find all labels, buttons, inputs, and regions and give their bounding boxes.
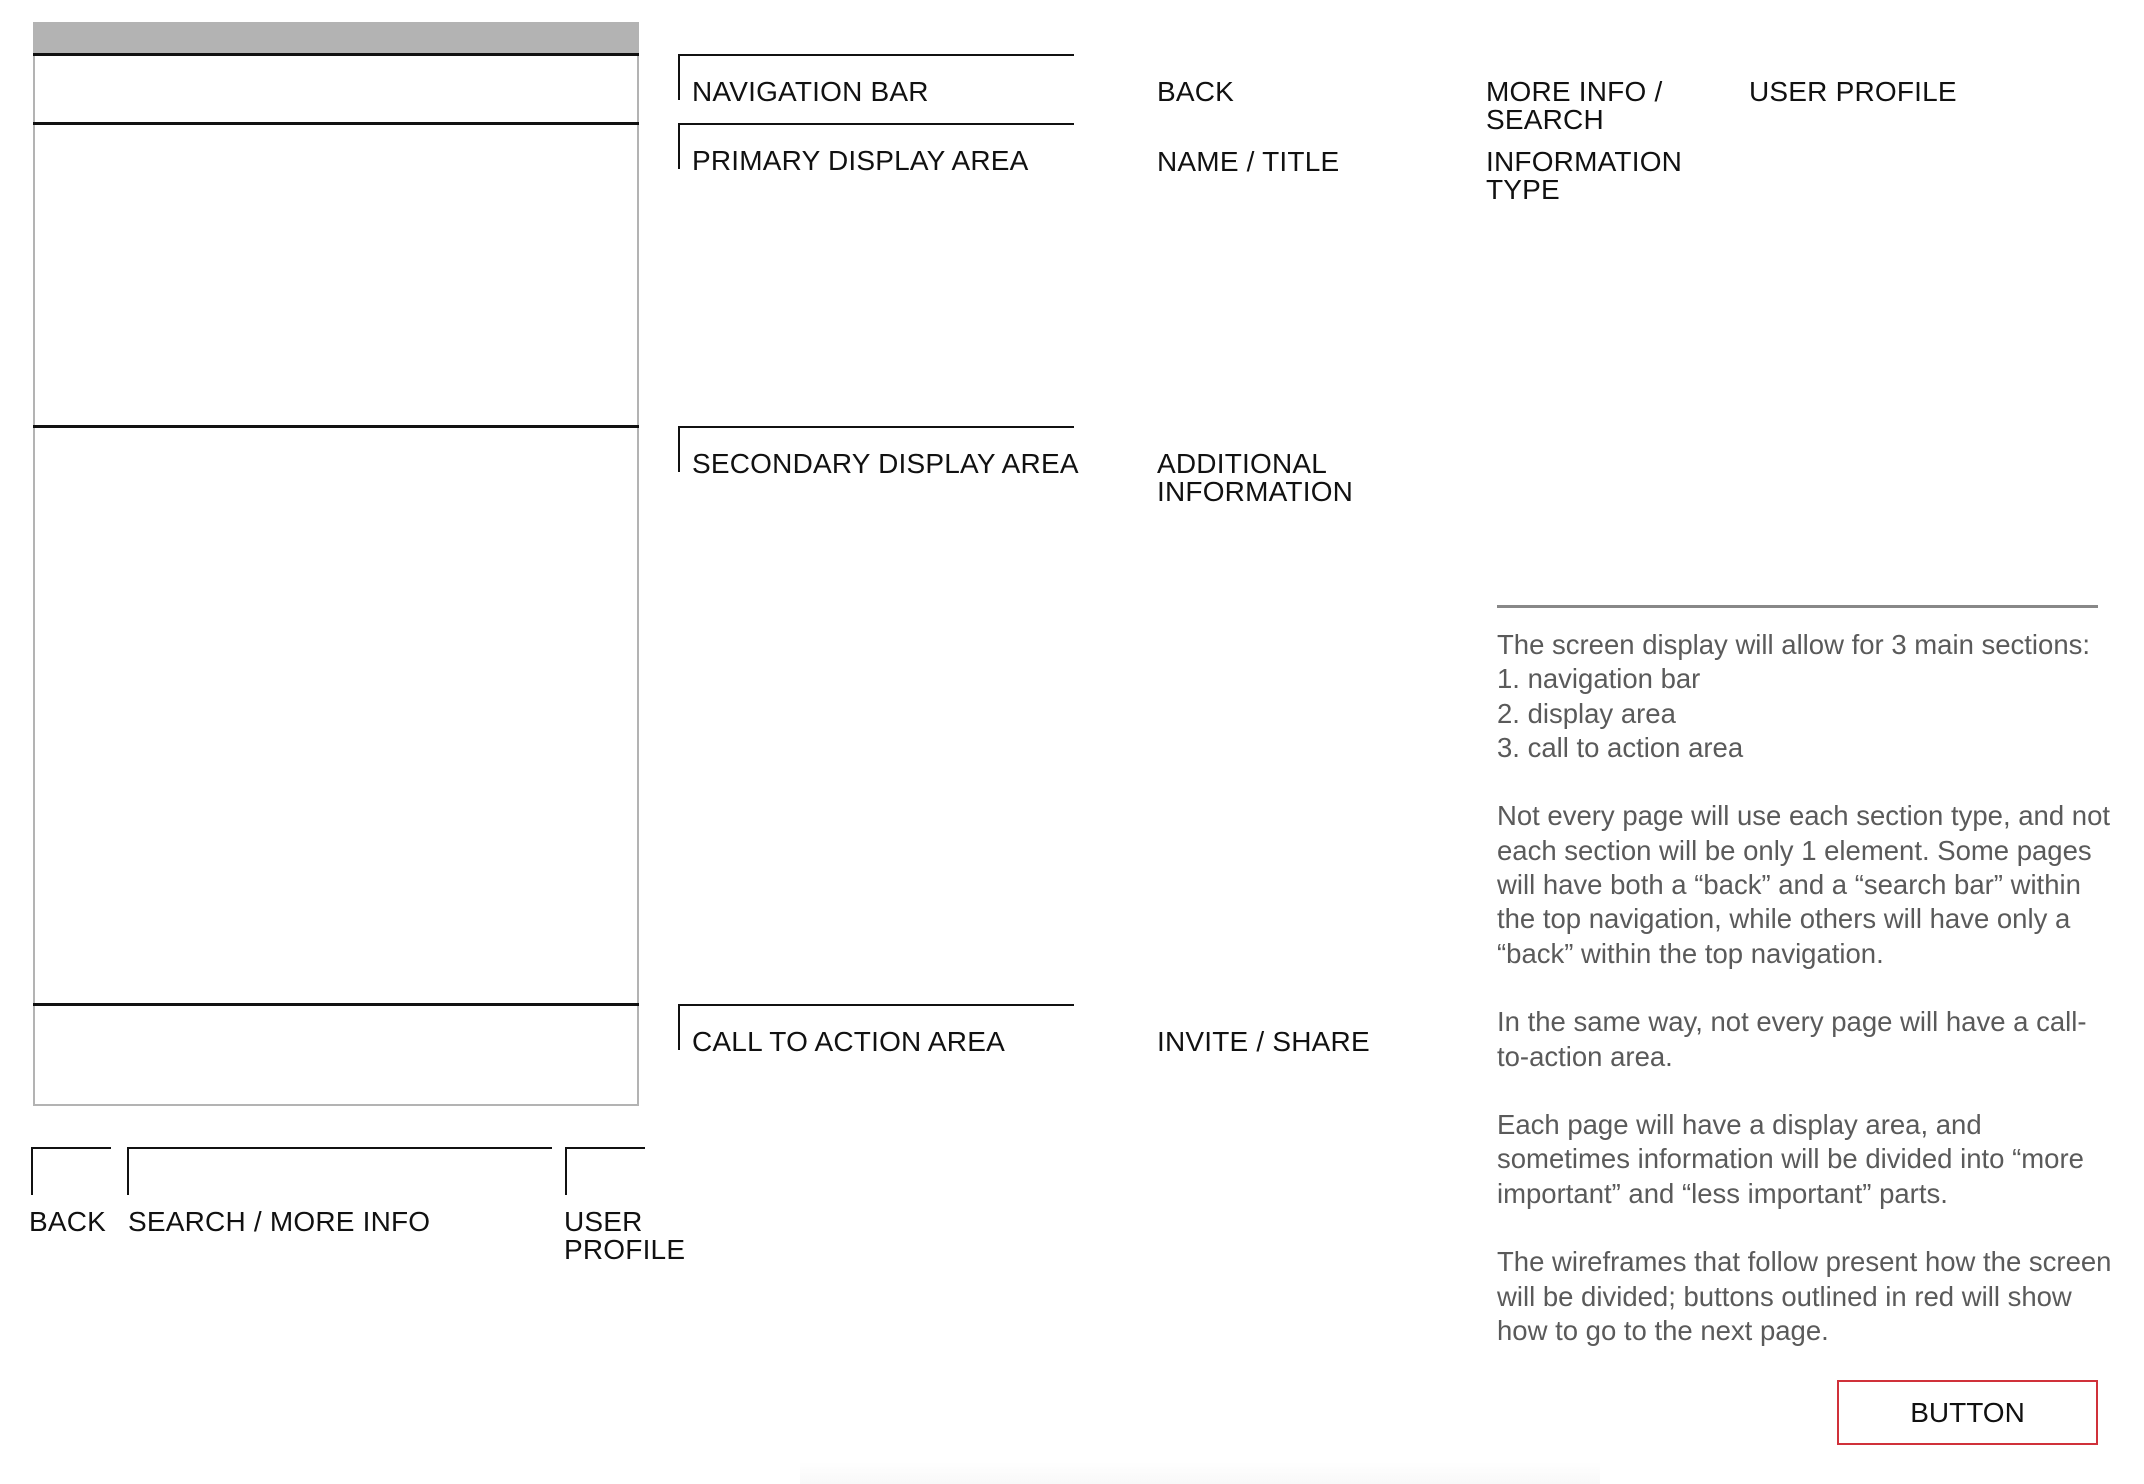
phone-wireframe — [33, 22, 639, 1106]
nav-element-user-profile: USER PROFILE — [1749, 76, 1957, 107]
nav-profile-bracket — [565, 1147, 645, 1195]
primary-secondary-divider — [33, 425, 639, 428]
nav-back-bracket — [31, 1147, 111, 1195]
call-to-action-label: CALL TO ACTION AREA — [692, 1026, 1005, 1057]
secondary-display-label: SECONDARY DISPLAY AREA — [692, 448, 1079, 479]
notes-paragraph: The wireframes that follow present how the screen will be divided; buttons outlined in red will show how to go to the next page. — [1497, 1246, 2112, 1346]
primary-element-information-type: INFORMATION TYPE — [1486, 146, 1683, 205]
nav-element-back: BACK — [1157, 76, 1235, 107]
notes-divider — [1497, 605, 2098, 608]
example-next-page-button[interactable]: BUTTON — [1837, 1380, 2098, 1445]
nav-breakdown-back: BACK — [29, 1206, 107, 1237]
secondary-element-additional-information: ADDITIONAL INFORMATION — [1157, 448, 1354, 507]
nav-breakdown-search: SEARCH / MORE INFO — [128, 1206, 431, 1237]
notes-paragraph: Not every page will use each section type, and not each section will be only 1 element. Some pages will have both a “back” and a “search bar” within the top navigation, while others will have only a “back” within the top navigation. — [1497, 800, 2111, 969]
primary-element-name-title: NAME / TITLE — [1157, 146, 1340, 177]
nav-bar-bottom-divider — [33, 122, 639, 125]
cta-divider — [33, 1003, 639, 1006]
cta-element-invite-share: INVITE / SHARE — [1157, 1026, 1370, 1057]
nav-breakdown-user-profile: USER PROFILE — [564, 1206, 686, 1265]
notes-text — [1497, 628, 2117, 1383]
notes-paragraph: Each page will have a display area, and sometimes information will be divided into “more important” and “less important” parts. — [1497, 1109, 2084, 1209]
notes-list-item: 1. navigation bar — [1497, 663, 1701, 695]
nav-element-more-info-search: MORE INFO / SEARCH — [1486, 76, 1663, 135]
navigation-bar-label: NAVIGATION BAR — [692, 76, 929, 107]
phone-status-bar — [33, 22, 639, 55]
notes-list-item: 2. display area — [1497, 697, 1676, 729]
notes-paragraph: In the same way, not every page will have a call-to-action area. — [1497, 1006, 2087, 1072]
notes-intro: The screen display will allow for 3 main sections: — [1497, 629, 2091, 660]
nav-bar-top-divider — [33, 53, 639, 56]
primary-display-label: PRIMARY DISPLAY AREA — [692, 145, 1029, 176]
bottom-shadow — [800, 1462, 1600, 1484]
nav-search-bracket — [127, 1147, 552, 1195]
notes-list-item: 3. call to action area — [1497, 731, 1744, 763]
